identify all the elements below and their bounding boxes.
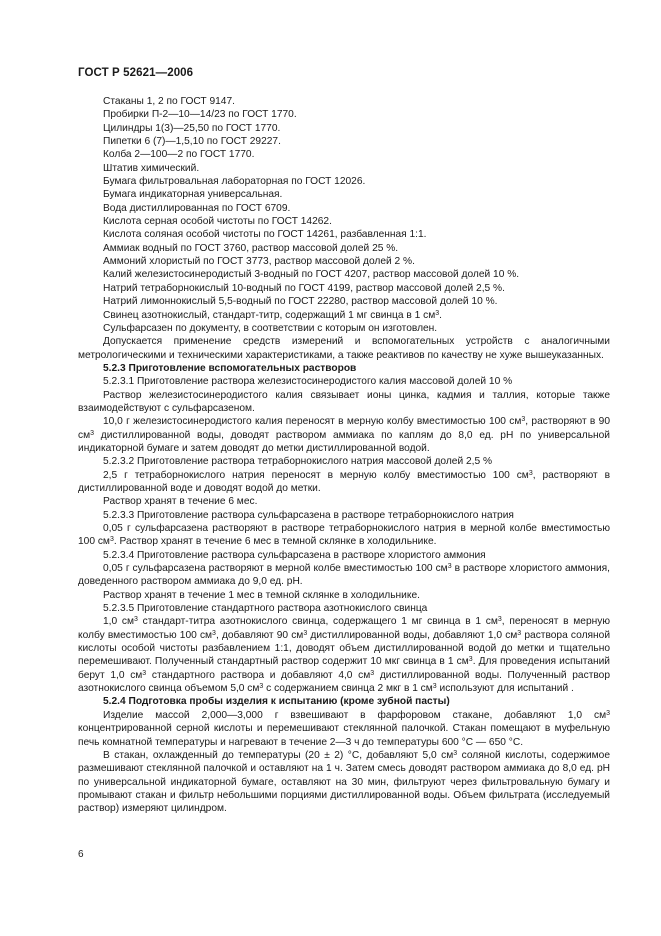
list-item: Калий железистосинеродистый 3-водный по ГОСТ 4207, раствор массовой долей 10 %. [103,269,520,281]
list-item: Сульфарсазен по документу, в соответствии с которым он изготовлен. [103,322,438,334]
paragraph: 0,05 г сульфарсазена растворяют в растворе тетраборнокислого натрия в мерной колбе вместимостью 100 $см^3$. Раствор хранят в течение 6 мес в темной склянке в холодильнике. [78,523,610,548]
paragraph: Раствор хранят в течение 1 мес в темной склянке в холодильнике. [103,589,420,601]
paragraph: 2,5 г тетраборнокислого натрия переносят в мерную колбу вместимостью 100 $см^3$, растворяют в дистиллированной воде и доводят водой до метки. [78,469,610,494]
list-item: Натрий тетраборнокислый 10-водный по ГОСТ 4199, раствор массовой долей 2,5 %. [103,282,505,294]
list-item: Аммоний хлористый по ГОСТ 3773, раствор массовой долей 2 %. [103,256,415,268]
list-item: Цилиндры 1(3)—25,50 по ГОСТ 1770. [103,122,281,134]
document-header: ГОСТ Р 52621—2006 [78,67,194,79]
paragraph: В стакан, охлажденный до температуры (20 ± 2) °C, добавляют 5,0 $см^3$ соляной кислоты, содержимое размешивают стеклянной палочкой и оставляют на 1 ч. Затем смесь доводят раствором аммиака до 8,0 ед. pH по универсальной индикаторной бумаге, оставляют на 30 мин, фильтруют через фильтровальную бумагу и промывают стакан и фильтр небольшими порциями дистиллированной воды. Объем фильтрата (исследуемый раствор) измеряют цилиндром. [78,749,610,815]
section-heading-5-2-4: 5.2.4 Подготовка пробы изделия к испытанию (кроме зубной пасты) [103,696,450,708]
list-item: Пипетки 6 (7)—1,5,10 по ГОСТ 29227. [103,136,281,148]
list-item: Аммиак водный по ГОСТ 3760, раствор массовой долей 25 %. [103,242,399,254]
subsection-heading-5-2-3-1: 5.2.3.1 Приготовление раствора железистосинеродистого калия массовой долей 10 % [103,376,513,388]
subsection-heading-5-2-3-2: 5.2.3.2 Приготовление раствора тетраборнокислого натрия массовой долей 2,5 % [103,456,493,468]
paragraph: 1,0 $см^3$ стандарт-титра азотнокислого свинца, содержащего 1 мг свинца в 1 $см^3$, переносят в мерную колбу вместимостью 100 $см^3$, добавляют 90 $см^3$ дистиллированной воды, добавляют 1,0 $см^3$ раствора соляной кислоты особой чистоты разбавлением 1:1, доводят объем дистиллированной водой до метки и тщательно перемешивают. Полученный стандартный раствор содержит 10 мкг свинца в 1 $см^3$. Для проведения испытаний берут 1,0 $см^3$ стандартного раствора и добавляют 4,0 $см^3$ дистиллированной воды. Полученный раствор азотнокислого свинца объемом 5,0 $см^3$ с содержанием свинца 2 мкг в 1 $см^3$ используют для испытаний . [78,616,611,695]
page-number: 6 [78,849,84,860]
paragraph: 10,0 г железистосинеродистого калия переносят в мерную колбу вместимостью 100 $см^3$, растворяют в 90 $см^3$ дистиллированной воды, доводят раствором аммиака по каплям до 8,0 ед. pH по универсальной индикаторной бумаге и затем доводят до метки дистиллированной водой. [78,416,610,454]
list-item: Натрий лимоннокислый 5,5-водный по ГОСТ 22280, раствор массовой долей 10 %. [103,296,498,308]
list-item: Кислота соляная особой чистоты по ГОСТ 14261, разбавленная 1:1. [103,229,427,241]
list-item: Бумага фильтровальная лабораторная по ГОСТ 12026. [103,176,366,188]
list-item: Бумага индикаторная универсальная. [103,189,283,201]
list-item: Стаканы 1, 2 по ГОСТ 9147. [103,96,235,107]
section-heading-5-2-3: 5.2.3 Приготовление вспомогательных растворов [103,362,357,374]
list-item: Пробирки П-2—10—14/23 по ГОСТ 1770. [103,109,297,121]
subsection-heading-5-2-3-4: 5.2.3.4 Приготовление раствора сульфарсазена в растворе хлористого аммония [103,549,486,561]
subsection-heading-5-2-3-3: 5.2.3.3 Приготовление раствора сульфарсазена в растворе тетраборнокислого натрия [103,509,514,521]
list-item: Кислота серная особой чистоты по ГОСТ 14262. [103,216,332,228]
list-item: Штатив химический. [103,162,200,174]
list-item: Вода дистиллированная по ГОСТ 6709. [103,202,291,214]
paragraph: Раствор хранят в течение 6 мес. [103,496,258,508]
document-body [78,95,610,816]
paragraph: Изделие массой 2,000—3,000 г взвешивают в фарфоровом стакане, добавляют 1,0 $см^3$ концентрированной серной кислоты и перемешивают стеклянной палочкой. Стакан помещают в муфельную печь комнатной температуры и нагревают в течение 2—3 ч до температуры 600 °C — 650 °C. [78,709,610,748]
list-item: Колба 2—100—2 по ГОСТ 1770. [103,149,255,161]
list-item: Свинец азотнокислый, стандарт-титр, содержащий 1 мг свинца в 1 $см^3$. [103,309,442,321]
subsection-heading-5-2-3-5: 5.2.3.5 Приготовление стандартного раствора азотнокислого свинца [103,603,428,615]
paragraph: 0,05 г сульфарсазена растворяют в мерной колбе вместимостью 100 $см^3$ в растворе хлористого аммония, доведенного раствором аммиака до 9,0 ед. pH. [78,563,610,588]
substitution-note: Допускается применение средств измерений и вспомогательных устройств с аналогичными метрологическими и техническими характеристиками, а также реактивов по качеству не хуже вышеуказанных. [78,336,610,361]
paragraph: Раствор железистосинеродистого калия связывает ионы цинка, кадмия и таллия, которые также взаимодействуют с сульфарсазеном. [78,389,610,414]
